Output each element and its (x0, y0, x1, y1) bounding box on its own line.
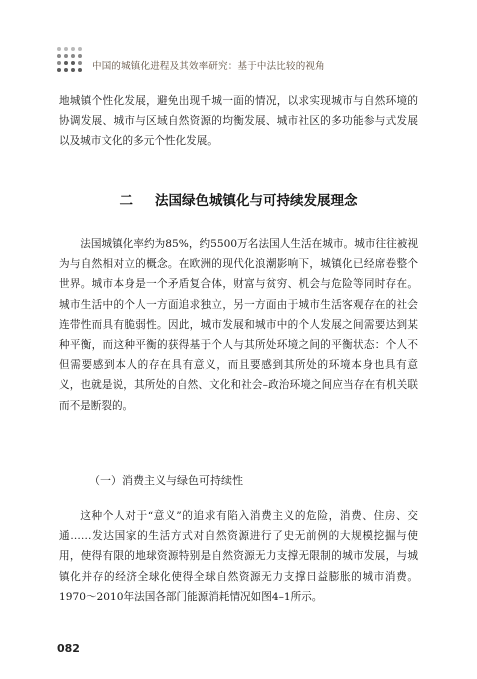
body-paragraph-1: 地城镇个性化发展，避免出现千城一面的情况，以求实现城市与自然环境的协调发展、城市与区域自然资源的均衡发展、城市社区的多功能参与式发展以及城市文化的多元个性化发展。 (59, 95, 418, 148)
section-heading (0, 189, 477, 209)
body-paragraph-2: 法国城镇化率约为85%，约5500万名法国人生活在城市。城市往往被视为与自然相对立的概念。在欧洲的现代化浪潮影响下，城镇化已经席卷整个世界。城市本身是一个矛盾复合体，财富与贫穷、机会与危险等同时存在。城市生活中的个人一方面追求独立，另一方面由于城市生活客观存在的社会连带性而具有脆弱性。因此，城市发展和城市中的个人发展之间需要达到某种平衡，而这种平衡的获得基于个人与其所处环境之间的平衡状态：个人不但需要感到本人的存在具有意义，而且要感到其所处的环境本身也具有意义，也就是说，其所处的自然、文化和社会–政治环境之间应当存在有机关联而不是断裂的。 (59, 238, 418, 412)
body-paragraph-3: 这种个人对于“意义”的追求有陷入消费主义的危险，消费、住房、交通……发达国家的生活方式对自然资源进行了史无前例的大规模挖掘与使用，使得有限的地球资源特别是自然资源无力支撑无限制的城市发展，与城镇化并存的经济全球化使得全球自然资源无力支撑日益膨胀的城市消费。1970～2010年法国各部门能源消耗情况如图4–1所示。 (59, 510, 418, 603)
section-title-text: 法国绿色城镇化与可持续发展理念 (155, 193, 358, 209)
subsection-heading: （一）消费主义与绿色可持续性 (89, 474, 243, 487)
page-number: 082 (57, 642, 80, 655)
header-dot-ornament (57, 47, 83, 73)
running-head-title: 中国的城镇化进程及其效率研究：基于中法比较的视角 (92, 61, 325, 72)
section-number: 二 (119, 193, 133, 209)
